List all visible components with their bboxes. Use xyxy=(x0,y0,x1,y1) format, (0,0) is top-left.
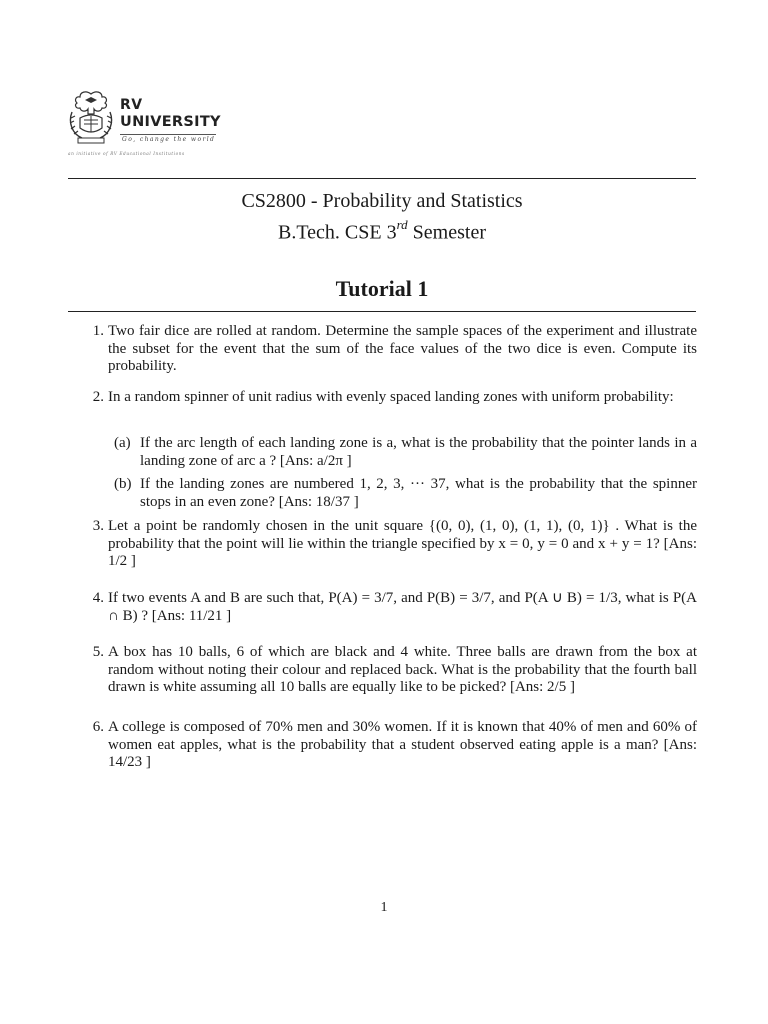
page-number: 1 xyxy=(380,900,388,915)
question-number: 6. xyxy=(92,719,104,735)
question-number: 4. xyxy=(92,590,104,606)
university-emblem-icon xyxy=(66,88,116,148)
tutorial-title: Tutorial 1 xyxy=(335,276,429,301)
question-text: Let a point be randomly chosen in the unit square {(0, 0), (1, 0), (1, 1), (0, 1)} . What is the probability that the point will lie within the triangle specified by x = 0, y = 0 and x + y = 1? [Ans: 1/2 ] xyxy=(108,518,697,570)
logo-wordmark-line1: RV xyxy=(120,97,143,113)
question-text: A college is composed of 70% men and 30% women. If it is known that 40% of men and 60% of women eat apples, what is the probability that a student observed eating apple is a man? [Ans: 14/23 ] xyxy=(108,719,697,771)
semester-word: Semester xyxy=(407,221,486,244)
program-text: B.Tech. CSE 3 xyxy=(278,221,397,244)
course-heading xyxy=(68,188,696,246)
question-number: 5. xyxy=(92,644,104,660)
course-title: CS2800 - Probability and Statistics xyxy=(241,190,523,212)
logo-divider xyxy=(120,134,216,135)
question-text: Two fair dice are rolled at random. Determine the sample spaces of the experiment and illustrate the subset for the event that the sum of the face values of the two dice is even. Compute its probability. xyxy=(108,323,697,375)
subpart-text: If the landing zones are numbered 1, 2, 3, ··· 37, what is the probability that the spinner stops in an even zone? [Ans: 18/37 ] xyxy=(140,476,697,510)
question-text: In a random spinner of unit radius with evenly spaced landing zones with uniform probability: xyxy=(108,389,674,405)
question-number: 1. xyxy=(92,323,104,339)
question-number: 2. xyxy=(92,389,104,405)
university-logo xyxy=(66,88,226,160)
header-rule-bottom xyxy=(68,311,696,312)
logo-tagline: Go, change the world xyxy=(122,136,216,143)
header-rule-top xyxy=(68,178,696,179)
program-line xyxy=(68,214,696,246)
subpart-label: (b) xyxy=(114,476,132,492)
question-number: 3. xyxy=(92,518,104,534)
subpart-label: (a) xyxy=(114,435,131,451)
logo-subline: an initiative of RV Educational Institutions xyxy=(68,151,185,156)
subpart-text: If the arc length of each landing zone is a, what is the probability that the pointer lands in a landing zone of arc a ? [Ans: a/2π ] xyxy=(140,435,697,469)
ordinal-suffix: rd xyxy=(396,217,408,232)
question-text: If two events A and B are such that, P(A) = 3/7, and P(B) = 3/7, and P(A ∪ B) = 1/3, what is P(A ∩ B) ? [Ans: 11/21 ] xyxy=(108,590,697,624)
logo-wordmark-line2: UNIVERSITY xyxy=(120,114,221,130)
question-text: A box has 10 balls, 6 of which are black and 4 white. Three balls are drawn from the box at random without noting their colour and replaced back. What is the probability that the fourth ball drawn is white assuming all 10 balls are equally like to be picked? [Ans: 2/5 ] xyxy=(108,644,697,696)
